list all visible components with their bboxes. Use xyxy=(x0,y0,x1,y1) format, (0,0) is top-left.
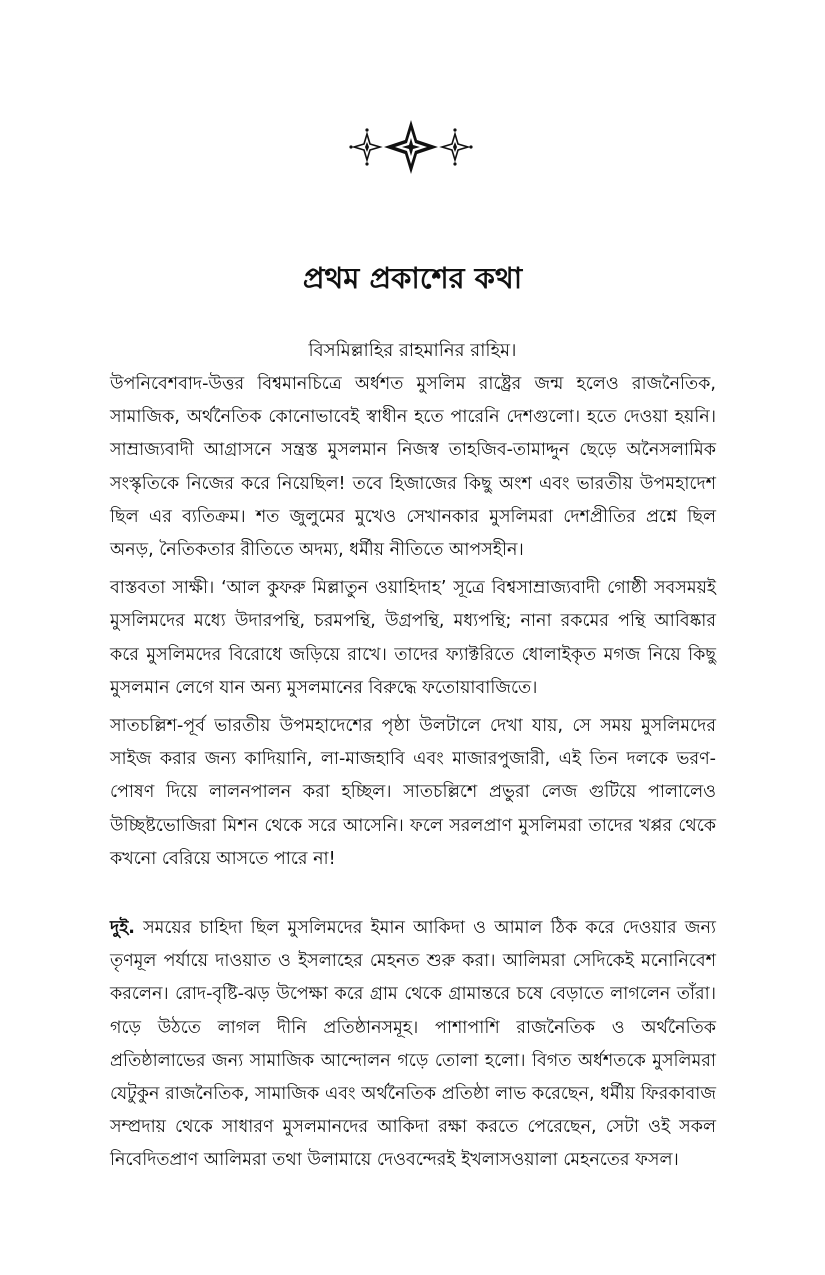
paragraph-text: সাতচল্লিশ-পূর্ব ভারতীয় উপমহাদেশের পৃষ্ঠা উলটালে দেখা যায়, সে সময় মুসলিমদের সাইজ করার জন্য কাদিয়ানি, লা-মাজহাবি এবং মাজারপুজারী, এই তিন দলকে ভরণ-পোষণ দিয়ে লালনপালন করা হচ্ছিল। সাতচল্লিশে প্রভুরা লেজ গুটিয়ে পালালেও উচ্ছিষ্টভোজিরা মিশন থেকে সরে আসেনি। ফলে সরলপ্রাণ মুসলিমরা তাদের খপ্পর থেকে কখনো বেরিয়ে আসতে পারে না! xyxy=(110,716,716,869)
paragraph-3 xyxy=(110,710,716,876)
body-text xyxy=(110,368,716,1178)
bismillah-line: বিসমিল্লাহির রাহমানির রাহিম। xyxy=(308,340,517,361)
paragraph-4 xyxy=(110,912,716,1178)
four-point-star-ornament-icon xyxy=(345,118,477,176)
page-title: প্রথম প্রকাশের কথা xyxy=(302,261,523,295)
paragraph-text: উপনিবেশবাদ-উত্তর বিশ্বমানচিত্রে অর্ধশত মুসলিম রাষ্ট্রের জন্ম হলেও রাজনৈতিক, সামাজিক, অর্থনৈতিক কোনোভাবেই স্বাধীন হতে পারেনি দেশগুলো। হতে দেওয়া হয়নি। সাম্রাজ্যবাদী আগ্রাসনে সন্ত্রস্ত মুসলমান নিজস্ব তাহজিব-তামাদ্দুন ছেড়ে অনৈসলামিক সংস্কৃতিকে নিজের করে নিয়েছিল! তবে হিজাজের কিছু অংশ এবং ভারতীয় উপমহাদেশ ছিল এর ব্যতিক্রম। শত জুলুমের মুখেও সেখানকার মুসলিমরা দেশপ্রীতির প্রশ্নে ছিল অনড়, নৈতিকতার রীতিতে অদম্য, ধর্মীয় নীতিতে আপসহীন। xyxy=(110,374,716,561)
paragraph-text: বাস্তবতা সাক্ষী। ‘আল কুফরু মিল্লাতুন ওয়াহিদাহ’ সূত্রে বিশ্বসাম্রাজ্যবাদী গোষ্ঠী সবসময়ই মুসলিমদের মধ্যে উদারপন্থি, চরমপন্থি, উগ্রপন্থি, মধ্যপন্থি; নানা রকমের পন্থি আবিষ্কার করে মুসলিমদের বিরোধে জড়িয়ে রাখে। তাদের ফ্যাক্টরিতে ধোলাইকৃত মগজ নিয়ে কিছু মুসলমান লেগে যান অন্য মুসলমানের বিরুদ্ধে ফতোয়াবাজিতে। xyxy=(110,578,716,698)
section-number-label: দুই. xyxy=(110,918,135,939)
paragraph-text: সময়ের চাহিদা ছিল মুসলিমদের ইমান আকিদা ও আমাল ঠিক করে দেওয়ার জন্য তৃণমূল পর্যায়ে দাওয়াত ও ইসলাহের মেহনত শুরু করা। আলিমরা সেদিকেই মনোনিবেশ করলেন। রোদ-বৃষ্টি-ঝড় উপেক্ষা করে গ্রাম থেকে গ্রামান্তরে চষে বেড়াতে লাগলেন তাঁরা। গড়ে উঠতে লাগল দীনি প্রতিষ্ঠানসমূহ। পাশাপাশি রাজনৈতিক ও অর্থনৈতিক প্রতিষ্ঠালাভের জন্য সামাজিক আন্দোলন গড়ে তোলা হলো। বিগত অর্ধশতকে মুসলিমরা যেটুকুন রাজনৈতিক, সামাজিক এবং অর্থনৈতিক প্রতিষ্ঠা লাভ করেছেন, ধর্মীয় ফিরকাবাজ সম্প্রদায় থেকে সাধারণ মুসলমানদের আকিদা রক্ষা করতে পেরেছেন, সেটা ওই সকল নিবেদিতপ্রাণ আলিমরা তথা উলামায়ে দেওবন্দেরই ইখলাসওয়ালা মেহনতের ফসল। xyxy=(110,918,716,1171)
paragraph-2 xyxy=(110,572,716,705)
paragraph-1 xyxy=(110,368,716,567)
